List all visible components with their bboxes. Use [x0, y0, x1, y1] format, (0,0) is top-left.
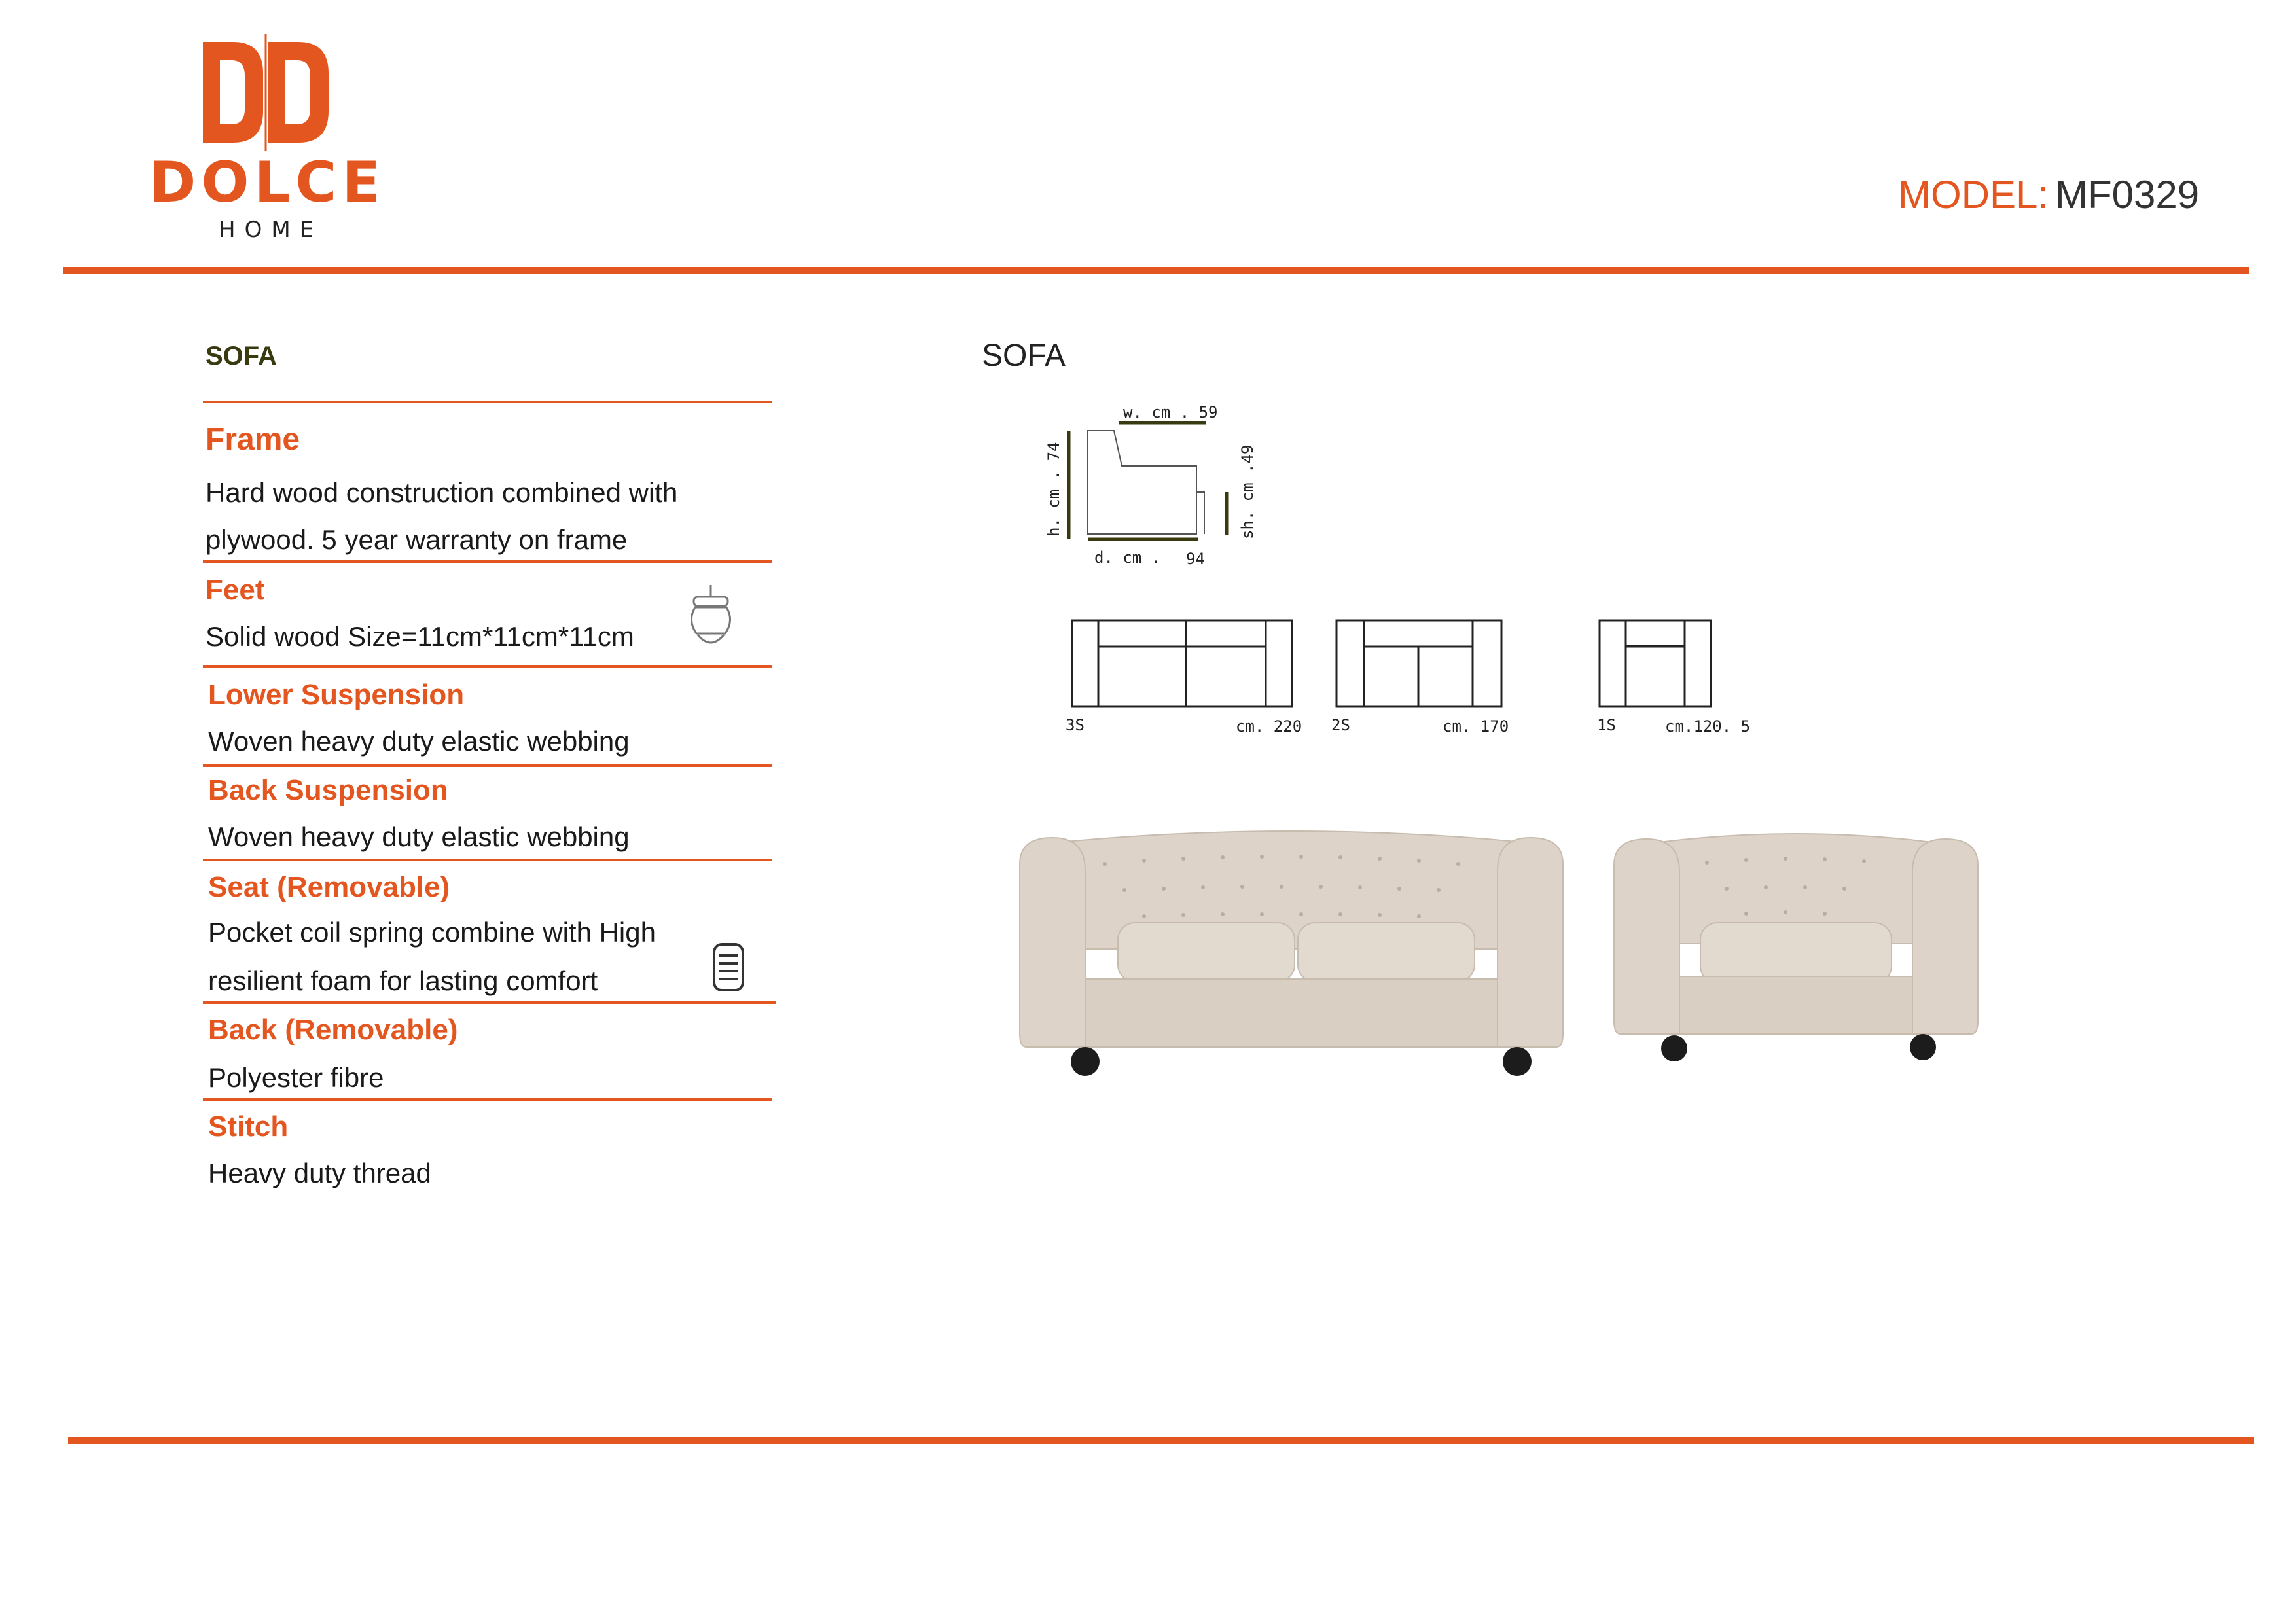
spec-heading-feet: Feet — [206, 574, 265, 606]
dim-width: w. cm . 59 — [1123, 403, 1218, 421]
spec-divider — [203, 764, 772, 767]
drawing-title: SOFA — [982, 338, 1066, 373]
model-number: MF0329 — [2055, 173, 2200, 217]
size-code-3s: 3S — [1066, 716, 1085, 734]
brand-subtitle: HOME — [219, 217, 323, 243]
spec-text-frame-2: plywood. 5 year warranty on frame — [206, 524, 628, 555]
top-view-2-seater — [1335, 619, 1503, 708]
footer-divider — [68, 1437, 2254, 1444]
size-code-1s: 1S — [1597, 716, 1616, 734]
header-divider — [63, 267, 2249, 274]
spec-divider — [203, 859, 772, 861]
size-length-2s: cm. 170 — [1443, 717, 1509, 736]
spec-heading-seat: Seat (Removable) — [208, 871, 450, 903]
spec-text-feet: Solid wood Size=11cm*11cm*11cm — [206, 621, 634, 652]
spec-divider — [203, 401, 772, 403]
spec-heading-frame: Frame — [206, 422, 300, 457]
spec-text-seat-2: resilient foam for lasting comfort — [208, 965, 598, 996]
brand-name: DOLCE — [149, 150, 386, 215]
dim-depth-label: d. cm . — [1094, 548, 1161, 567]
dim-seat-height: sh. cm .49 — [1238, 444, 1257, 539]
spec-divider — [203, 560, 772, 563]
spec-text-seat-1: Pocket coil spring combine with High — [208, 917, 656, 948]
dim-depth-value: 94 — [1186, 550, 1205, 568]
spec-text-stitch: Heavy duty thread — [208, 1158, 431, 1188]
spec-divider — [203, 1001, 776, 1004]
spec-heading-back-suspension: Back Suspension — [208, 774, 448, 806]
spec-text-back: Polyester fibre — [208, 1062, 384, 1093]
spec-heading-back: Back (Removable) — [208, 1014, 458, 1046]
sofa-foot-icon — [685, 585, 737, 653]
armchair-photo — [1609, 826, 1983, 1071]
size-length-3s: cm. 220 — [1236, 717, 1302, 736]
spec-text-back-suspension: Woven heavy duty elastic webbing — [208, 821, 630, 852]
spec-divider — [203, 665, 772, 668]
spec-divider — [203, 1098, 772, 1101]
side-profile-drawing — [1060, 411, 1230, 542]
dim-height: h. cm . 74 — [1045, 442, 1063, 537]
spec-title: SOFA — [206, 342, 277, 370]
top-view-1-seater — [1598, 619, 1712, 708]
coil-spring-icon — [712, 942, 745, 992]
model-label: MODEL: — [1898, 173, 2049, 217]
top-view-3-seater — [1071, 619, 1293, 708]
spec-heading-lower-suspension: Lower Suspension — [208, 679, 465, 711]
size-length-1s: cm.120. 5 — [1665, 717, 1751, 736]
spec-text-lower-suspension: Woven heavy duty elastic webbing — [208, 726, 630, 757]
two-seater-sofa-photo — [1013, 825, 1570, 1086]
spec-heading-stitch: Stitch — [208, 1111, 289, 1143]
size-code-2s: 2S — [1331, 716, 1350, 734]
spec-text-frame-1: Hard wood construction combined with — [206, 477, 678, 508]
dolce-logo-mark — [203, 34, 329, 151]
